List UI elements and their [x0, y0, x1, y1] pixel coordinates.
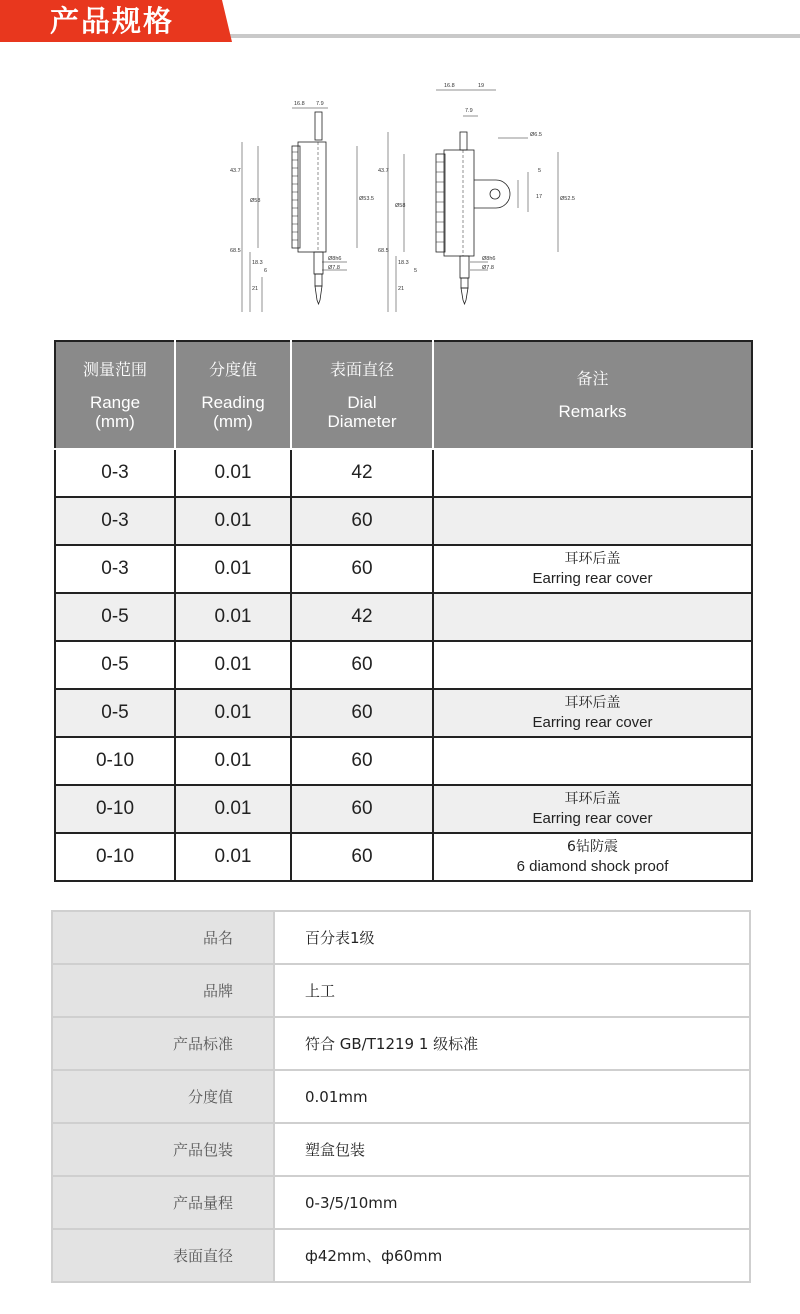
- cell-reading: 0.01: [175, 833, 291, 881]
- cell-dial: 60: [291, 689, 433, 737]
- dim-label: Ø53.5: [359, 196, 374, 202]
- table-row: [55, 833, 752, 881]
- info-value: 塑盒包装: [274, 1123, 750, 1176]
- cell-range: 0-3: [55, 497, 175, 545]
- dim-label: 17: [536, 194, 543, 200]
- remark-en: Earring rear cover: [532, 810, 653, 827]
- cell-dial: 42: [291, 593, 433, 641]
- table-row: [55, 737, 752, 785]
- cell-range: 0-10: [55, 737, 175, 785]
- dim-label: 7.9: [316, 101, 324, 107]
- cell-reading: 0.01: [175, 545, 291, 593]
- dim-label: Ø52.5: [560, 196, 575, 202]
- header-dial: [291, 341, 433, 449]
- header-cn: 测量范围: [82, 359, 147, 379]
- dim-label: 43.7: [378, 168, 389, 174]
- header-remarks: [433, 341, 752, 449]
- info-key: 品牌: [52, 964, 274, 1017]
- cell-reading: 0.01: [175, 689, 291, 737]
- info-key: 品名: [52, 911, 274, 964]
- info-value: 0.01mm: [274, 1070, 750, 1123]
- info-row: [52, 1017, 750, 1070]
- dim-label: 5: [414, 268, 418, 274]
- info-value: 上工: [274, 964, 750, 1017]
- cell-range: 0-10: [55, 785, 175, 833]
- dim-label: 21: [252, 286, 259, 292]
- dim-label: 16.8: [294, 101, 305, 107]
- cell-remark: [433, 497, 752, 545]
- remark-cn: 耳环后盖: [564, 551, 621, 567]
- info-key: 分度值: [52, 1070, 274, 1123]
- table-row: [55, 497, 752, 545]
- dim-label: 6: [264, 268, 268, 274]
- table-row: [55, 545, 752, 593]
- info-row: [52, 1070, 750, 1123]
- cell-dial: 60: [291, 833, 433, 881]
- dim-label: Ø7.8: [328, 265, 340, 271]
- cell-reading: 0.01: [175, 593, 291, 641]
- info-value: 百分表1级: [274, 911, 750, 964]
- header-en: Dial Diameter: [327, 392, 397, 431]
- info-key: 产品标准: [52, 1017, 274, 1070]
- info-row: [52, 911, 750, 964]
- header-en: Range (mm): [89, 392, 141, 431]
- remark-cn: 耳环后盖: [564, 791, 621, 807]
- spec-table-header: [55, 341, 752, 449]
- cell-remark: [433, 785, 752, 833]
- cell-reading: 0.01: [175, 785, 291, 833]
- info-row: [52, 964, 750, 1017]
- cell-range: 0-5: [55, 593, 175, 641]
- cell-remark: [433, 449, 752, 497]
- header-range: [55, 341, 175, 449]
- dim-label: Ø6.5: [530, 132, 542, 138]
- cell-dial: 42: [291, 449, 433, 497]
- cell-reading: 0.01: [175, 497, 291, 545]
- cell-dial: 60: [291, 497, 433, 545]
- cell-dial: 60: [291, 545, 433, 593]
- dimension-drawing-side: [378, 72, 578, 322]
- info-row: [52, 1176, 750, 1229]
- dim-label: Ø8h6: [328, 256, 342, 262]
- dim-label: Ø58: [395, 203, 406, 209]
- dim-label: 43.7: [230, 168, 241, 174]
- remark-en: 6 diamond shock proof: [516, 858, 669, 875]
- cell-remark: [433, 833, 752, 881]
- dim-label: 18.3: [252, 260, 263, 266]
- dim-label: 18.3: [398, 260, 409, 266]
- cell-range: 0-5: [55, 689, 175, 737]
- table-row: [55, 785, 752, 833]
- table-row: [55, 449, 752, 497]
- dim-label: 68.5: [378, 248, 389, 254]
- header-cn: 分度值: [208, 359, 257, 379]
- dim-label: Ø8h6: [482, 256, 496, 262]
- section-title: 产品规格: [50, 4, 175, 38]
- dim-label: Ø58: [250, 198, 261, 204]
- info-value: ф42mm、ф60mm: [274, 1229, 750, 1282]
- table-row: [55, 593, 752, 641]
- info-row: [52, 1229, 750, 1282]
- remark-en: Earring rear cover: [532, 570, 653, 587]
- remark-en: Earring rear cover: [532, 714, 653, 731]
- dim-label: 5: [538, 168, 542, 174]
- info-value: 符合 GB/T1219 1 级标准: [274, 1017, 750, 1070]
- dim-label: 68.5: [230, 248, 241, 254]
- cell-dial: 60: [291, 785, 433, 833]
- cell-reading: 0.01: [175, 449, 291, 497]
- header-reading: [175, 341, 291, 449]
- table-row: [55, 641, 752, 689]
- cell-remark: [433, 737, 752, 785]
- info-value: 0-3/5/10mm: [274, 1176, 750, 1229]
- header-en: Reading (mm): [201, 392, 265, 431]
- dim-label: 21: [398, 286, 405, 292]
- spec-table: [54, 340, 753, 882]
- info-row: [52, 1123, 750, 1176]
- header-cn: 备注: [576, 369, 609, 388]
- cell-remark: [433, 641, 752, 689]
- cell-range: 0-3: [55, 449, 175, 497]
- cell-dial: 60: [291, 737, 433, 785]
- cell-dial: 60: [291, 641, 433, 689]
- product-info-table: [51, 910, 751, 1283]
- table-row: [55, 689, 752, 737]
- cell-remark: [433, 689, 752, 737]
- cell-reading: 0.01: [175, 641, 291, 689]
- header-en: Remarks: [558, 402, 627, 421]
- cell-reading: 0.01: [175, 737, 291, 785]
- cell-range: 0-5: [55, 641, 175, 689]
- info-key: 表面直径: [52, 1229, 274, 1282]
- cell-range: 0-10: [55, 833, 175, 881]
- remark-cn: 耳环后盖: [564, 695, 621, 711]
- header-cn: 表面直径: [329, 359, 394, 379]
- cell-remark: [433, 593, 752, 641]
- dim-label: 16.8: [444, 83, 455, 89]
- remark-cn: 6钻防震: [567, 839, 618, 855]
- info-key: 产品包装: [52, 1123, 274, 1176]
- dim-label: Ø7.8: [482, 265, 494, 271]
- cell-range: 0-3: [55, 545, 175, 593]
- dim-label: 19: [478, 83, 485, 89]
- info-key: 产品量程: [52, 1176, 274, 1229]
- dim-label: 7.9: [465, 108, 473, 114]
- cell-remark: [433, 545, 752, 593]
